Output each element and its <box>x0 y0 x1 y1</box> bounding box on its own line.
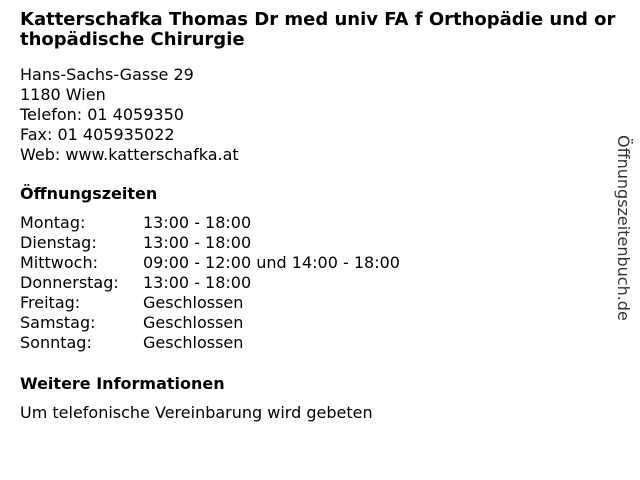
hours-row-sunday <box>20 333 400 353</box>
day-hours: Geschlossen <box>143 293 244 312</box>
day-label: Mittwoch: <box>20 253 98 272</box>
day-label: Donnerstag: <box>20 273 119 292</box>
further-info-heading: Weitere Informationen <box>20 374 225 393</box>
street-address: Hans-Sachs-Gasse 29 <box>20 65 194 84</box>
day-label: Sonntag: <box>20 333 92 352</box>
phone-number[interactable]: Telefon: 01 4059350 <box>20 105 184 124</box>
day-label: Freitag: <box>20 293 81 312</box>
watermark: Öffnungszeitenbuch.de <box>614 135 633 321</box>
hours-row-friday <box>20 293 400 313</box>
hours-row-saturday <box>20 313 400 333</box>
fax-number: Fax: 01 405935022 <box>20 125 175 144</box>
further-info-text: Um telefonische Vereinbarung wird gebeten <box>20 403 373 422</box>
day-hours: 13:00 - 18:00 <box>143 213 252 232</box>
hours-row-thursday <box>20 273 400 293</box>
business-title: Katterschafka Thomas Dr med univ FA f Orthopädie und orthopädische Chirurgie <box>20 9 616 50</box>
day-hours: Geschlossen <box>143 333 244 352</box>
day-hours: Geschlossen <box>143 313 244 332</box>
website-link[interactable]: Web: www.katterschafka.at <box>20 145 239 164</box>
opening-hours-heading: Öffnungszeiten <box>20 184 158 203</box>
hours-row-tuesday <box>20 233 400 253</box>
day-hours: 13:00 - 18:00 <box>143 273 252 292</box>
hours-row-monday <box>20 213 400 233</box>
address-block <box>20 65 239 165</box>
day-label: Samstag: <box>20 313 96 332</box>
day-hours: 09:00 - 12:00 und 14:00 - 18:00 <box>143 253 400 272</box>
day-hours: 13:00 - 18:00 <box>143 233 252 252</box>
day-label: Montag: <box>20 213 86 232</box>
opening-hours-table <box>20 213 400 353</box>
city: 1180 Wien <box>20 85 106 104</box>
hours-row-wednesday <box>20 253 400 273</box>
day-label: Dienstag: <box>20 233 97 252</box>
